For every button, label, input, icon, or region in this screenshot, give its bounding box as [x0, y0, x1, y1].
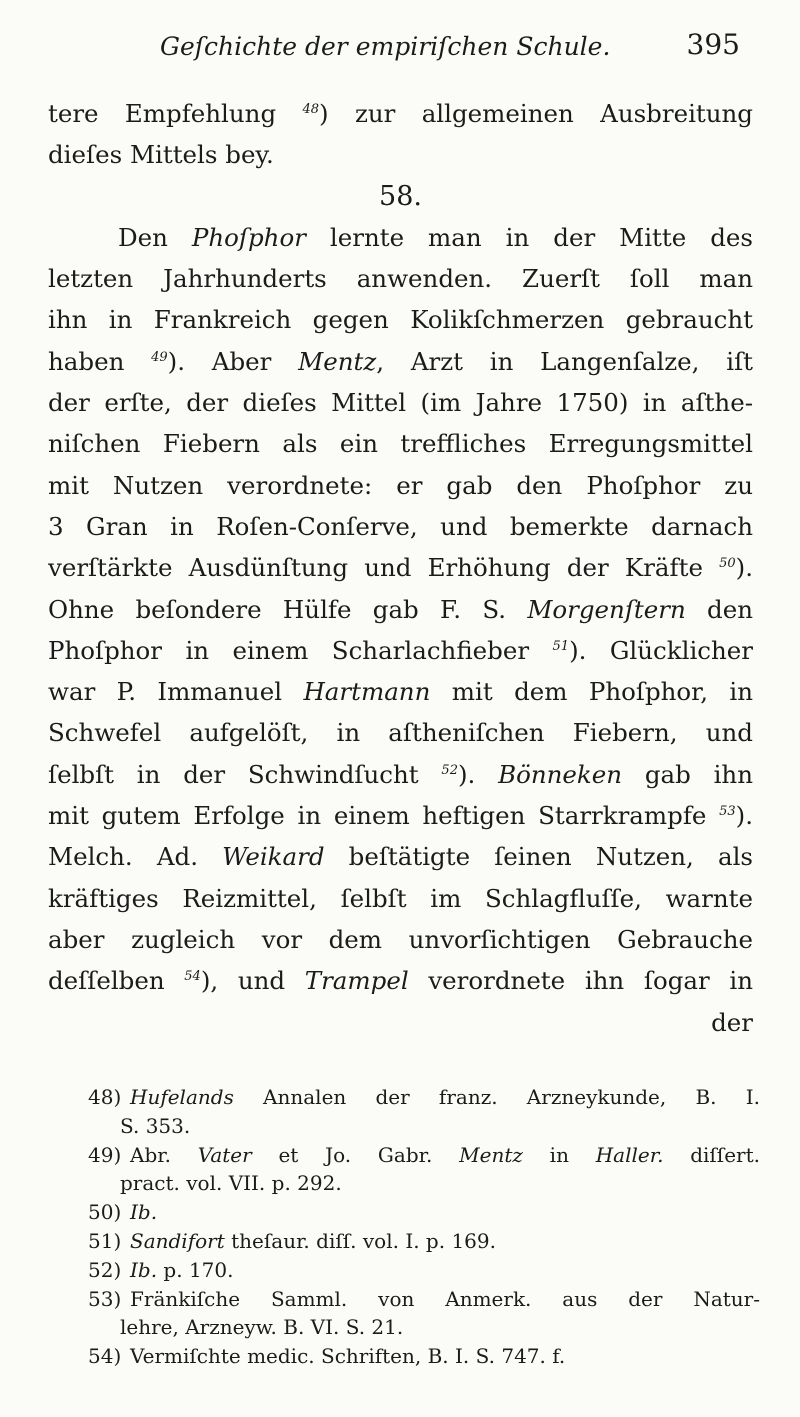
text-line: kräftiges Reizmittel, ſelbſt im Schlagfluſſe, warnte [48, 883, 753, 913]
footnote: 50) Ib. [88, 1200, 158, 1225]
text-line: mit Nutzen verordnete: er gab den Phoſphor zu [48, 470, 753, 500]
text-line: Melch. Ad. Weikard beſtätigte ſeinen Nutzen, als [48, 842, 753, 872]
text-line: tere Empfehlung $^{48}$) zur allgemeinen Ausbreitung [48, 99, 753, 128]
text-line: war P. Immanuel Hartmann mit dem Phoſphor, in [48, 677, 753, 707]
footnote-ref: 48 [302, 102, 320, 117]
text-line: haben $^{49}$). Aber Mentz, Arzt in Langenſalze, iſt [48, 346, 753, 376]
page-header [160, 28, 740, 68]
text-line: deſſelben $^{54}$), und Trampel verordnete ihn ſogar in [48, 966, 753, 996]
text-line: verſtärkte Ausdünſtung und Erhöhung der Kräfte $^{50}$). [48, 553, 753, 583]
footnote-ref: 53 [719, 804, 736, 820]
footnote: 52) Ib. p. 170. [88, 1257, 234, 1282]
text-line: 3 Gran in Roſen-Conſerve, und bemerkte darnach [48, 511, 753, 541]
text-line: aber zugleich vor dem unvorſichtigen Gebrauche [48, 924, 753, 954]
catchword: der [711, 1007, 753, 1037]
body-text [48, 93, 753, 1043]
text-line: Schwefel aufgelöſt, in aſtheniſchen Fiebern, und [48, 718, 753, 748]
text-line: Ohne beſondere Hülfe gab F. S. Morgenſtern den [48, 594, 753, 624]
text-line: der erſte, der dieſes Mittel (im Jahre 1750) in aſthe- [48, 388, 753, 418]
footnote-ref: 54 [184, 969, 201, 985]
text-line: Phoſphor in einem Scharlachfieber $^{51}$). Glücklicher [48, 635, 753, 665]
footnote-ref: 51 [552, 638, 570, 654]
footnotes [88, 1083, 760, 1371]
footnote-continuation: pract. vol. VII. p. 292. [120, 1171, 342, 1196]
footnote-continuation: S. 353. [120, 1113, 191, 1138]
footnote: 49) Abr. Vater et Jo. Gabr. Mentz in Haller. diſſert. [88, 1142, 760, 1167]
footnote: 48) Hufelands Annalen der franz. Arzneykunde, B. I. [88, 1085, 760, 1109]
text-line: mit gutem Erfolge in einem heftigen Starrkrampfe $^{53}$). [48, 801, 753, 831]
footnote: 54) Vermiſchte medic. Schriften, B. I. S. 747. f. [88, 1344, 566, 1369]
text-line: dieſes Mittels bey. [48, 140, 274, 170]
footnote: 53) Fränkiſche Samml. von Anmerk. aus der Natur- [88, 1286, 760, 1311]
text-line: ihn in Frankreich gegen Kolikſchmerzen gebraucht [48, 305, 753, 335]
footnote: 51) Sandifort theſaur. diſſ. vol. I. p. 169. [88, 1228, 496, 1253]
footnote-ref: 50 [719, 556, 736, 572]
page-number: 395 [686, 28, 740, 61]
text-line: Den Phoſphor lernte man in der Mitte des [118, 222, 753, 252]
section-number: 58. [379, 180, 422, 212]
footnote-ref: 52 [441, 762, 458, 778]
footnote-ref: 49 [151, 349, 168, 365]
text-line: letzten Jahrhunderts anwenden. Zuerſt ſoll man [48, 264, 753, 294]
text-line: ſelbſt in der Schwindſucht $^{52}$). Bönneken gab ihn [48, 759, 753, 789]
running-title: Geſchichte der empiriſchen Schule. [160, 32, 611, 61]
footnote-continuation: lehre, Arzneyw. B. VI. S. 21. [120, 1315, 404, 1340]
text-line: niſchen Fiebern als ein treffliches Erregungsmittel [48, 429, 753, 459]
